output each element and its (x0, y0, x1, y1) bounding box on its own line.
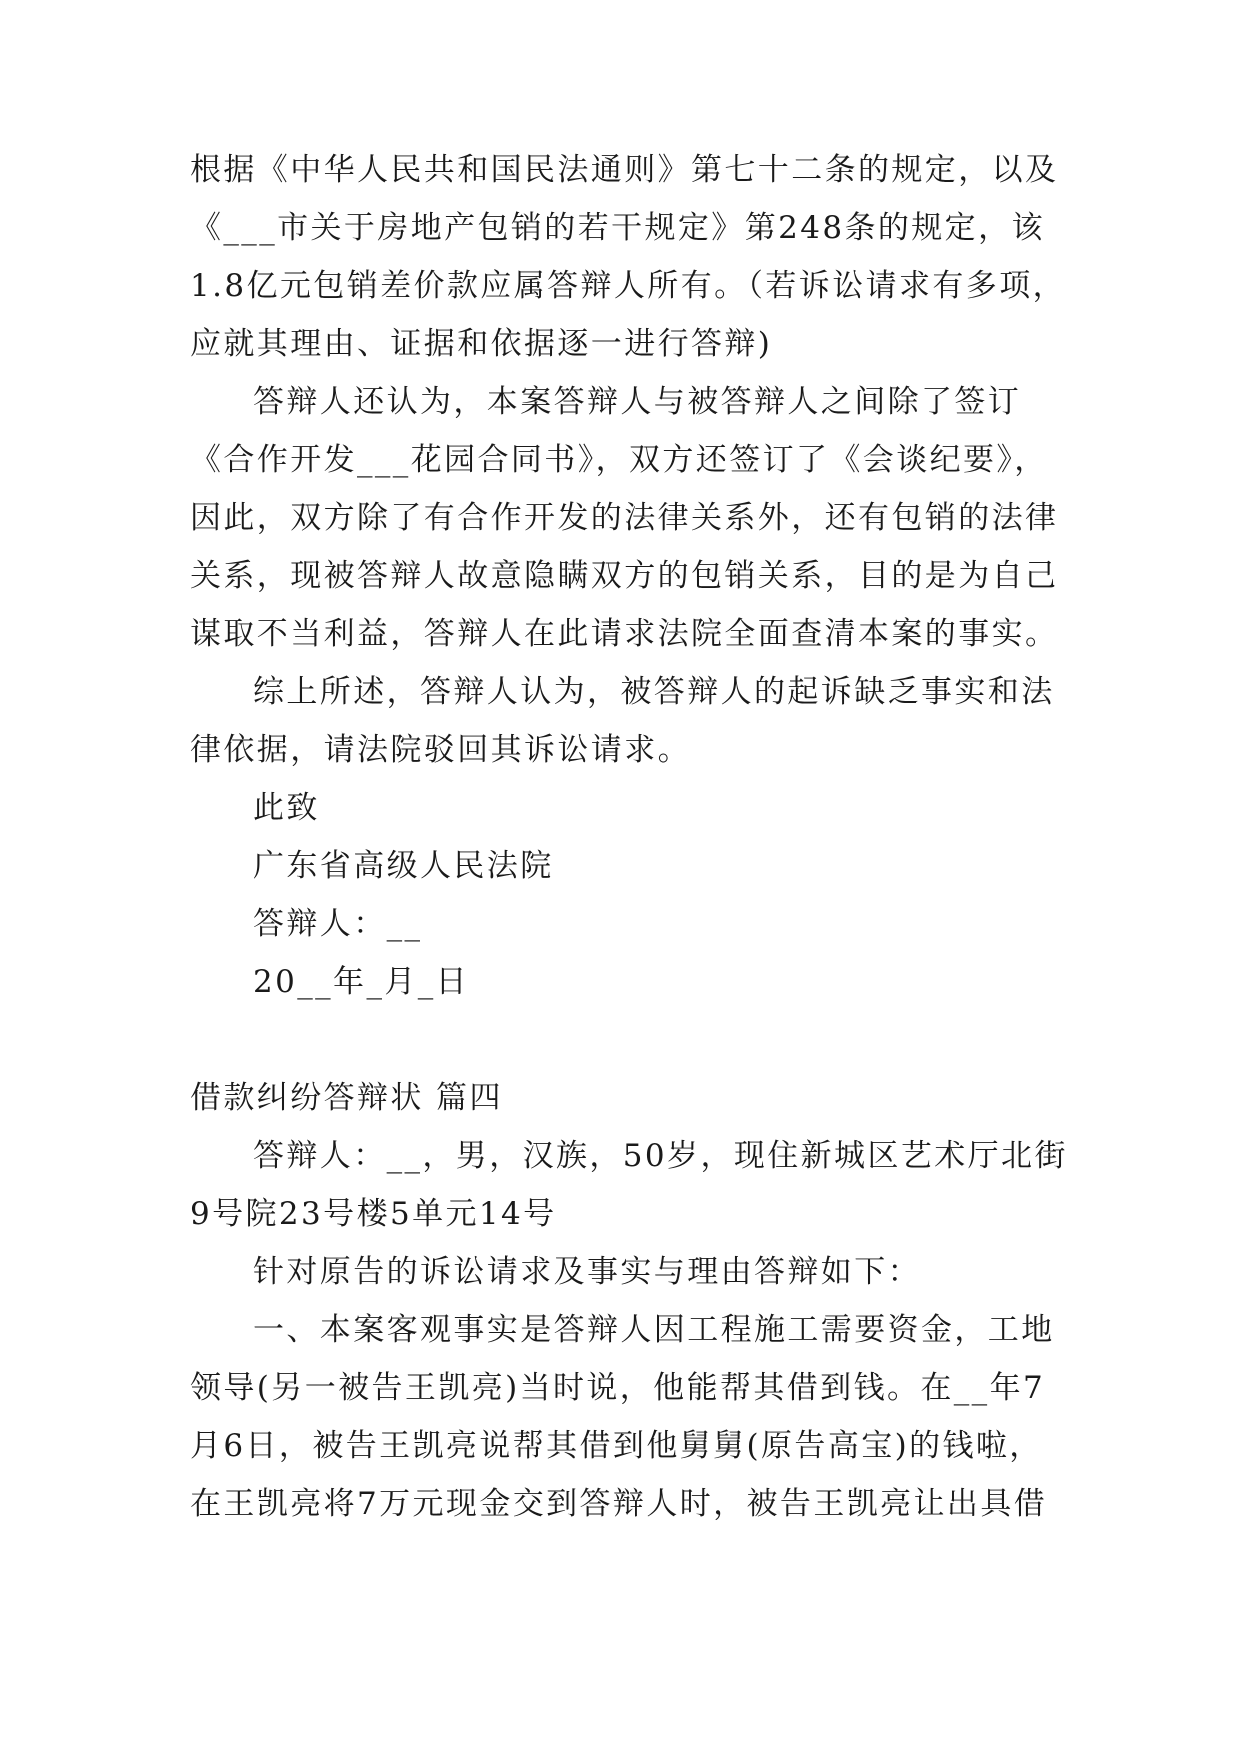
text-line: 根据《中华人民共和国民法通则》第七十二条的规定，以及 (190, 152, 1059, 188)
text-line: 《___市关于房地产包销的若干规定》第248条的规定，该 (190, 210, 1045, 246)
paragraph-first-line: 一、本案客观事实是答辩人因工程施工需要资金，工地 (253, 1312, 1055, 1348)
paragraph-first-line: 针对原告的诉讼请求及事实与理由答辩如下： (253, 1254, 921, 1290)
paragraph-first-line: 答辩人还认为，本案答辩人与被答辩人之间除了签订 (253, 384, 1022, 420)
signature-line: 答辩人：__ (253, 906, 423, 942)
text-line: 因此，双方除了有合作开发的法律关系外，还有包销的法律 (190, 500, 1059, 536)
recipient-court: 广东省高级人民法院 (253, 848, 554, 884)
date-line: 20__年_月_日 (253, 964, 470, 1000)
text-line: 律依据，请法院驳回其诉讼请求。 (190, 732, 691, 768)
paragraph-first-line: 综上所述，答辩人认为，被答辩人的起诉缺乏事实和法 (253, 674, 1055, 710)
text-line: 关系，现被答辩人故意隐瞒双方的包销关系，目的是为自己 (190, 558, 1059, 594)
text-line: 《合作开发___花园合同书》，双方还签订了《会谈纪要》， (190, 442, 1048, 478)
paragraph-first-line: 答辩人：__，男，汉族，50岁，现住新城区艺术厅北街 (253, 1138, 1068, 1174)
salutation: 此致 (253, 790, 320, 826)
text-line: 1.8亿元包销差价款应属答辩人所有。（若诉讼请求有多项， (190, 268, 1066, 304)
text-line: 领导(另一被告王凯亮)当时说，他能帮其借到钱。在__年7 (190, 1370, 1046, 1406)
text-line: 应就其理由、证据和依据逐一进行答辩) (190, 326, 773, 362)
text-line: 谋取不当利益，答辩人在此请求法院全面查清本案的事实。 (190, 616, 1059, 652)
text-line: 9号院23号楼5单元14号 (190, 1196, 557, 1232)
text-line: 在王凯亮将7万元现金交到答辩人时，被告王凯亮让出具借 (190, 1486, 1048, 1522)
section-title: 借款纠纷答辩状 篇四 (190, 1080, 503, 1116)
text-line: 月6日，被告王凯亮说帮其借到他舅舅(原告高宝)的钱啦， (190, 1428, 1043, 1464)
